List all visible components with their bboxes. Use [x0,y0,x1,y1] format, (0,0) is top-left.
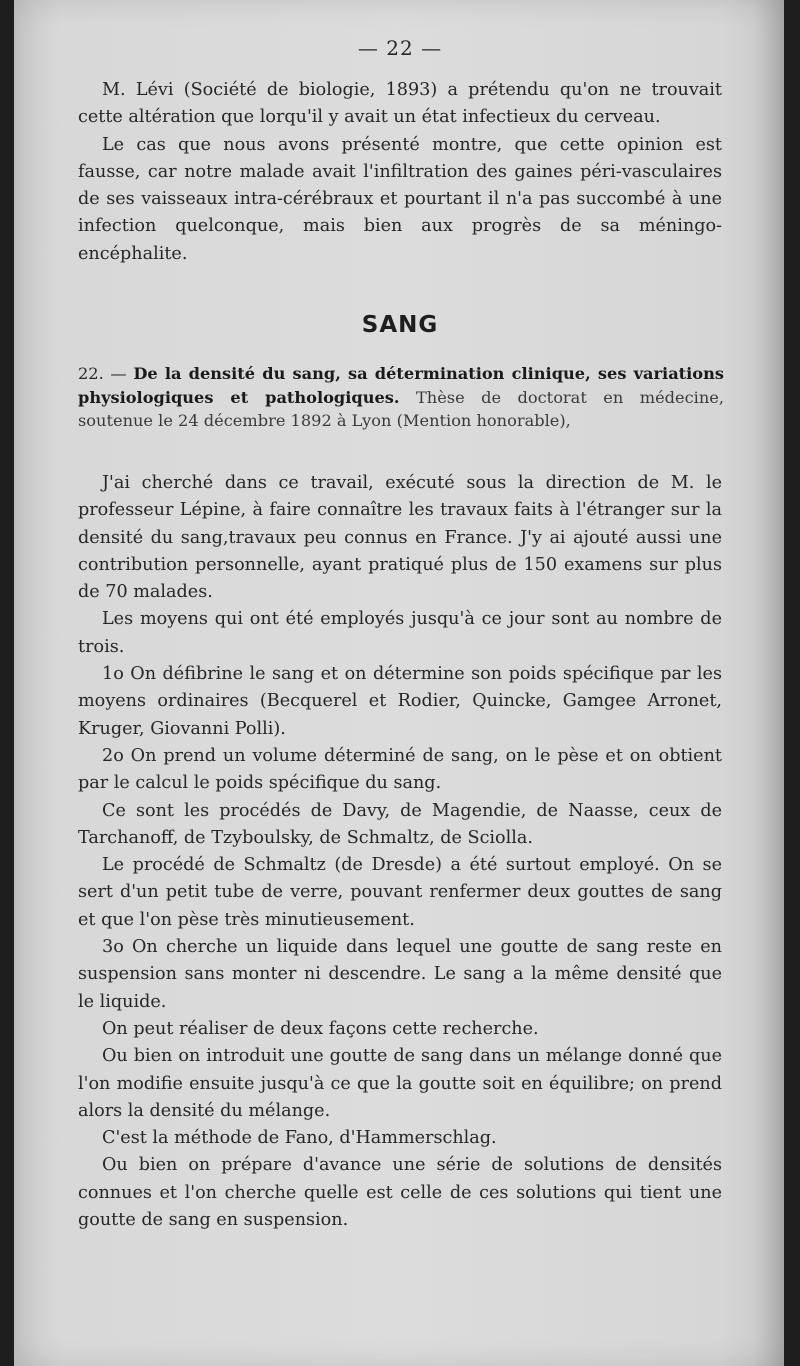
intro-text [78,77,722,268]
body-paragraph-6: Le procédé de Schmaltz (de Dresde) a été surtout employé. On se sert d'un petit tube de verre, pouvant renfermer deux gouttes de sang et que l'on pèse très minutieusement. [78,855,722,930]
page-edge-shadow [754,0,784,1366]
body-paragraph-10: C'est la méthode de Fano, d'Hammerschlag. [102,1128,497,1149]
entry-title: De la densité du sang, sa détermination clinique, ses variations physiologiques et pathologiques. [78,364,724,407]
section-heading: SANG [361,312,439,338]
body-paragraph-11: Ou bien on prépare d'avance une série de solutions de densités connues et l'on cherche quelle est celle de ces solutions qui tient une goutte de sang en suspension. [78,1155,722,1231]
intro-paragraph-1: M. Lévi (Société de biologie, 1893) a prétendu qu'on ne trouvait cette altération que lorqu'il y avait un état infectieux du cerveau. [78,80,722,128]
body-paragraph-8: On peut réaliser de deux façons cette recherche. [102,1018,539,1039]
body-paragraph-4: 2o On prend un volume déterminé de sang, on le pèse et on obtient par le calcul le poids spécifique du sang. [78,745,722,794]
body-paragraph-7: 3o On cherche un liquide dans lequel une goutte de sang reste en suspension sans monter ni descendre. Le sang a la même densité que le liquide. [78,937,722,1012]
body-paragraph-2: Les moyens qui ont été employés jusqu'à ce jour sont au nombre de trois. [78,609,722,657]
entry-details: Thèse de doctorat en médecine, soutenue le 24 décembre 1892 à Lyon (Mention honorable), [78,387,724,430]
body-paragraph-5: Ce sont les procédés de Davy, de Magendie, de Naasse, ceux de Tarchanoff, de Tzyboulsky, de Schmaltz, de Sciolla. [78,800,722,848]
entry-number: 22. — [78,364,134,383]
page-number: — 22 — [357,36,443,60]
body-paragraph-3: 1o On défibrine le sang et on détermine son poids spécifique par les moyens ordinaires (Becquerel et Rodier, Quincke, Gamgee Arronet, Kruger, Giovanni Polli). [78,664,722,739]
body-paragraph-9: Ou bien on introduit une goutte de sang dans un mélange donné que l'on modifie ensuite jusqu'à ce que la goutte soit en équilibre; on prend alors la densité du mélange. [78,1046,722,1121]
bibliography-entry [78,362,724,433]
body-text [78,470,722,1234]
intro-paragraph-2: Le cas que nous avons présenté montre, que cette opinion est fausse, car notre malade avait l'infiltration des gaines péri-vasculaires de ses vaisseaux intra-cérébraux et pourtant il n'a pas succombé à une infection quelconque, mais bien aux progrès de sa méningo-encéphalite. [78,134,722,264]
body-paragraph-1: J'ai cherché dans ce travail, exécuté sous la direction de M. le professeur Lépine, à faire connaître les travaux faits à l'étranger sur la densité du sang,travaux peu connus en France. J'y ai ajouté aussi une contribution personnelle, ayant pratiqué plus de 150 examens sur plus de 70 malades. [78,473,722,603]
